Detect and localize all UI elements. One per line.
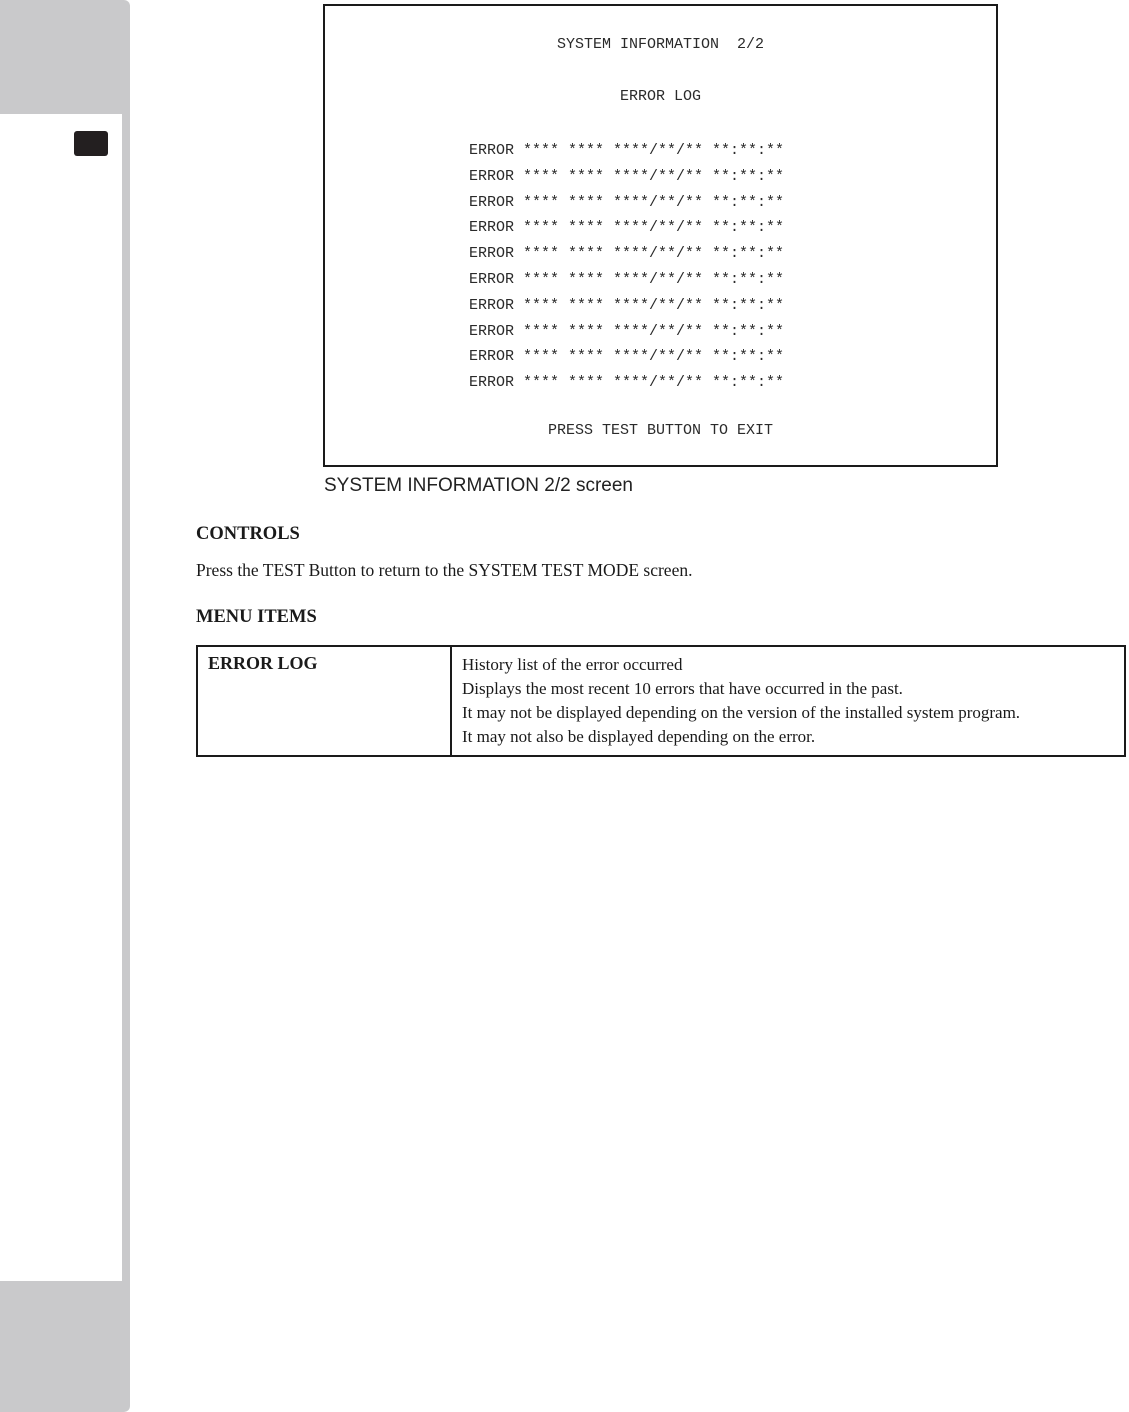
error-log-line: ERROR **** **** ****/**/** **:**:**	[469, 142, 785, 159]
menu-item-name: ERROR LOG	[197, 646, 451, 756]
controls-text: Press the TEST Button to return to the SYSTEM TEST MODE screen.	[196, 560, 693, 580]
error-log-line: ERROR **** **** ****/**/** **:**:**	[469, 245, 785, 263]
error-log-line: ERROR **** **** ****/**/** **:**:**	[469, 322, 785, 340]
figure-caption: SYSTEM INFORMATION 2/2 screen	[324, 475, 633, 496]
screen-title: SYSTEM INFORMATION 2/2	[556, 36, 765, 53]
error-log-line: ERROR **** **** ****/**/** **:**:**	[469, 167, 785, 185]
description-line: It may not also be displayed depending on the error.	[462, 727, 816, 746]
margin-band-top	[0, 0, 130, 114]
error-log-line: ERROR **** **** ****/**/** **:**:**	[469, 296, 785, 314]
description-line: It may not be displayed depending on the version of the installed system program.	[462, 703, 1021, 722]
chapter-tab-marker	[74, 131, 108, 156]
menu-items-table	[196, 645, 1126, 757]
description-line: History list of the error occurred	[462, 655, 683, 674]
table-row	[197, 646, 1125, 756]
error-log-line: ERROR **** **** ****/**/** **:**:**	[469, 348, 785, 366]
screen-subtitle: ERROR LOG	[619, 88, 701, 105]
menu-items-heading: MENU ITEMS	[196, 607, 317, 627]
margin-panel	[0, 114, 122, 1281]
screen-footer: PRESS TEST BUTTON TO EXIT	[547, 422, 774, 439]
controls-heading: CONTROLS	[196, 524, 300, 544]
menu-item-description	[451, 646, 1125, 756]
error-log-line: ERROR **** **** ****/**/** **:**:**	[469, 219, 785, 237]
test-mode-screen	[323, 4, 998, 467]
description-line: Displays the most recent 10 errors that have occurred in the past.	[462, 679, 903, 698]
margin-band-bottom	[0, 1281, 130, 1412]
error-log-list	[469, 138, 784, 396]
error-log-line: ERROR **** **** ****/**/** **:**:**	[469, 270, 785, 288]
margin-band-edge	[122, 114, 130, 1281]
error-log-line: ERROR **** **** ****/**/** **:**:**	[469, 193, 785, 211]
error-log-line: ERROR **** **** ****/**/** **:**:**	[469, 374, 785, 392]
